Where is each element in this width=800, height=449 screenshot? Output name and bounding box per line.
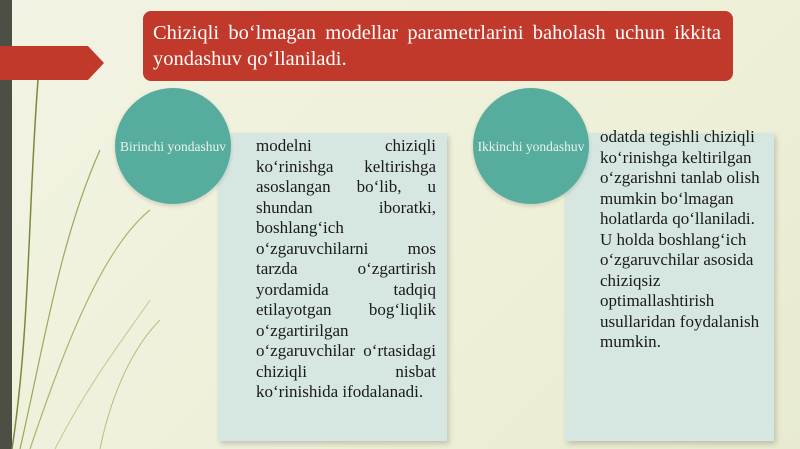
first-approach-label: Birinchi yondashuv xyxy=(119,138,227,154)
title-arrow-accent xyxy=(0,46,104,80)
second-approach-label: Ikkinchi yondashuv xyxy=(477,138,585,154)
slide-title: Chiziqli bo‘lmagan modellar parametrlarini baholash uchun ikkita yondashuv qo‘llaniladi. xyxy=(143,11,733,81)
second-approach-text: odatda tegishli chiziqli ko‘rinishga keltirilgan o‘zgarishni tanlab olish mumkin bo‘lmagan holatlarda qo‘llaniladi. U holda boshlang‘ich o‘zgaruvchilar asosida chiziqsiz optimallashtirish usullaridan foydalanish mumkin. xyxy=(600,127,760,351)
first-approach-circle xyxy=(115,88,231,204)
second-approach-circle xyxy=(473,88,589,204)
first-approach-text: modelni chiziqli ko‘rinishga keltirishga asoslangan bo‘lib, u shundan iboratki, boshlang‘ich o‘zgaruvchilarni mos tarzda o‘zgartirish yordamida tadqiq etilayotgan bog‘liqlik o‘zgartirilgan o‘zgaruvchilar o‘rtasidagi chiziqli nisbat ko‘rinishida ifodalanadi. xyxy=(256,136,436,401)
